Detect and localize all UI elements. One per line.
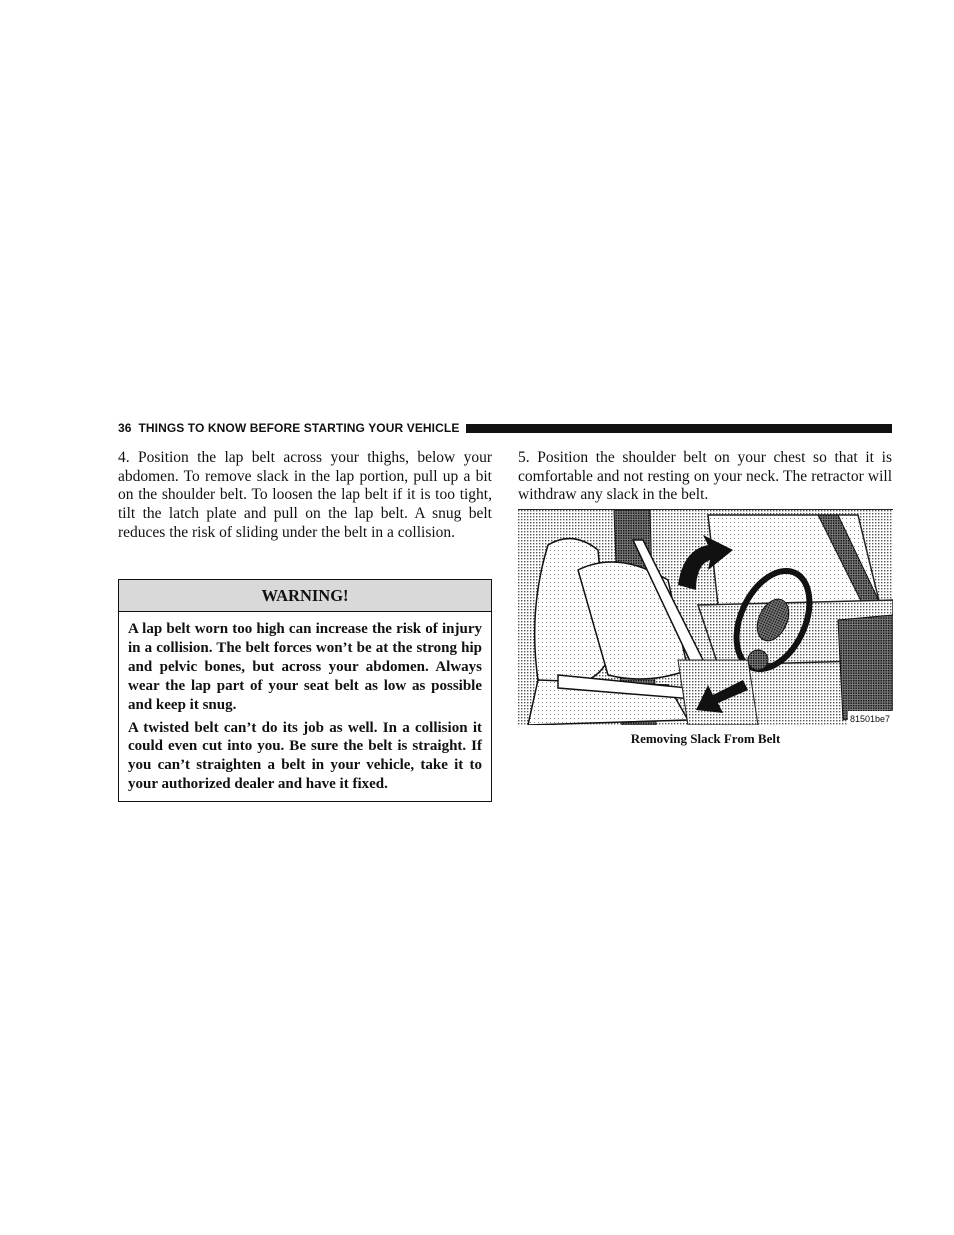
section-title: THINGS TO KNOW BEFORE STARTING YOUR VEHICLE — [138, 421, 460, 435]
step-5-paragraph: 5. Position the shoulder belt on your chest so that it is comfortable and not resting on your neck. The retractor will withdraw any slack in the belt. — [518, 449, 892, 504]
warning-box — [118, 579, 492, 802]
figure-caption: Removing Slack From Belt — [630, 731, 781, 746]
figure-code: 81501be7 — [850, 714, 891, 724]
warning-title: WARNING! — [119, 580, 491, 612]
header-rule — [466, 424, 892, 433]
right-column — [518, 449, 892, 505]
left-column — [118, 449, 492, 543]
warning-paragraph-2: A twisted belt can’t do its job as well. In a collision it could even cut into you. Be sure the belt is straight. If you can’t straighten a belt in your vehicle, take it to your authorized dealer and have it fixed. — [128, 719, 482, 793]
seat-belt-illustration — [518, 509, 893, 725]
car-interior-drawing — [518, 510, 893, 725]
page-header-text — [118, 421, 459, 435]
warning-body — [119, 612, 491, 794]
page-header — [118, 418, 892, 438]
step-4-paragraph: 4. Position the lap belt across your thighs, below your abdomen. To remove slack in the lap portion, pull up a bit on the shoulder belt. To loosen the lap belt if it is too tight, tilt the latch plate and pull on the lap belt. A snug belt reduces the risk of sliding under the belt in a collision. — [118, 449, 492, 541]
warning-paragraph-1: A lap belt worn too high can increase the risk of injury in a collision. The belt forces won’t be at the strong hip and pelvic bones, but across your abdomen. Always wear the lap part of your seat belt as low as possible and keep it snug. — [128, 621, 482, 713]
page-number: 36 — [118, 421, 132, 435]
